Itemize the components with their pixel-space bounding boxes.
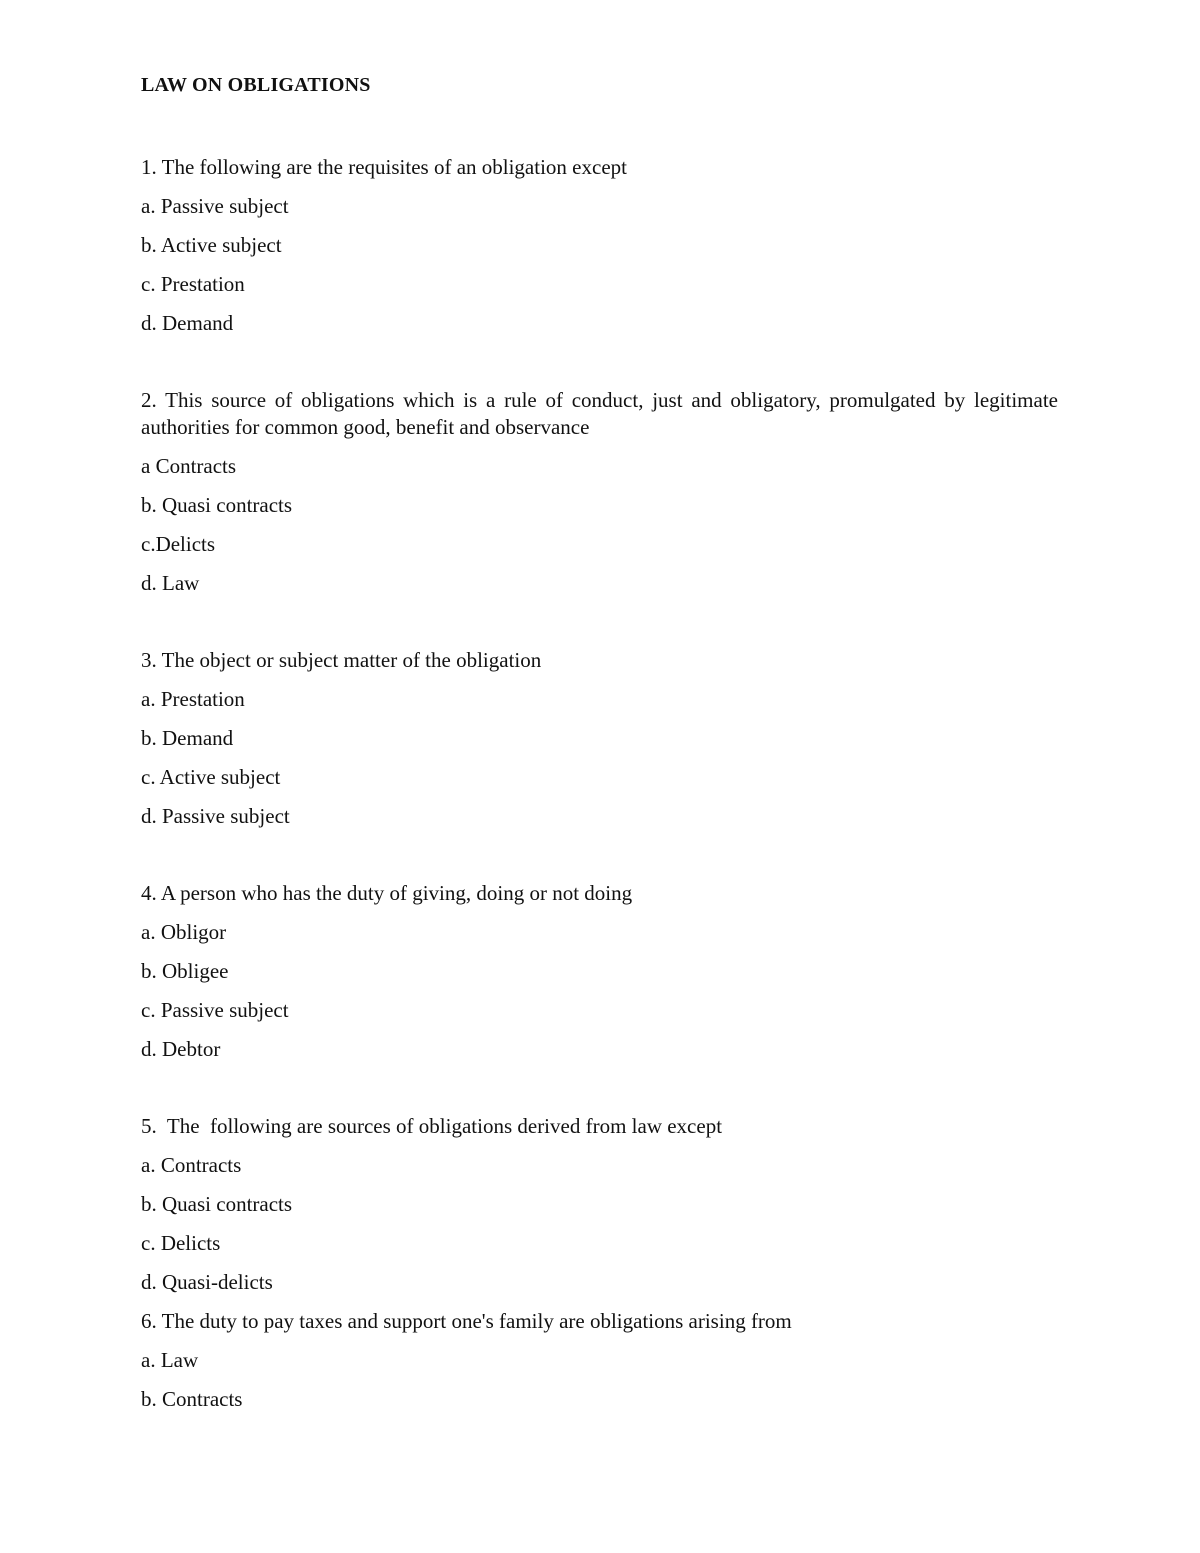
answer-option: a. Contracts bbox=[141, 1153, 242, 1177]
question-2 bbox=[141, 387, 1058, 597]
answer-option: d. Law bbox=[141, 571, 200, 595]
answer-option: b. Demand bbox=[141, 726, 234, 750]
question-prompt: 6. The duty to pay taxes and support one's family are obligations arising from bbox=[141, 1309, 792, 1333]
answer-option: c.Delicts bbox=[141, 532, 216, 556]
answer-option: b. Contracts bbox=[141, 1387, 243, 1411]
answer-option: a. Law bbox=[141, 1348, 199, 1372]
answer-option: a. Prestation bbox=[141, 687, 245, 711]
answer-option: d. Demand bbox=[141, 311, 234, 335]
answer-option: a. Obligor bbox=[141, 920, 227, 944]
question-6 bbox=[141, 1308, 1058, 1413]
question-1 bbox=[141, 154, 1058, 337]
answer-option: b. Quasi contracts bbox=[141, 1192, 293, 1216]
answer-option: a Contracts bbox=[141, 454, 237, 478]
answer-option: c. Passive subject bbox=[141, 998, 289, 1022]
question-4 bbox=[141, 880, 1058, 1063]
answer-option: b. Obligee bbox=[141, 959, 229, 983]
question-3 bbox=[141, 647, 1058, 830]
answer-option: d. Passive subject bbox=[141, 804, 290, 828]
answer-option: d. Debtor bbox=[141, 1037, 221, 1061]
question-prompt: 4. A person who has the duty of giving, doing or not doing bbox=[141, 881, 633, 905]
question-prompt: 3. The object or subject matter of the obligation bbox=[141, 648, 542, 672]
document-title: LAW ON OBLIGATIONS bbox=[141, 74, 371, 96]
answer-option: c. Active subject bbox=[141, 765, 281, 789]
answer-option: a. Passive subject bbox=[141, 194, 289, 218]
answer-option: c. Delicts bbox=[141, 1231, 221, 1255]
question-prompt: 2. This source of obligations which is a rule of conduct, just and obligatory, promulgated by legitimate authorities for common good, benefit and observance bbox=[141, 388, 1058, 439]
answer-option: c. Prestation bbox=[141, 272, 245, 296]
answer-option: b. Active subject bbox=[141, 233, 282, 257]
question-prompt: 5. The following are sources of obligations derived from law except bbox=[141, 1114, 723, 1138]
question-prompt: 1. The following are the requisites of an obligation except bbox=[141, 155, 627, 179]
answer-option: b. Quasi contracts bbox=[141, 493, 293, 517]
question-5 bbox=[141, 1113, 1058, 1296]
answer-option: d. Quasi-delicts bbox=[141, 1270, 273, 1294]
